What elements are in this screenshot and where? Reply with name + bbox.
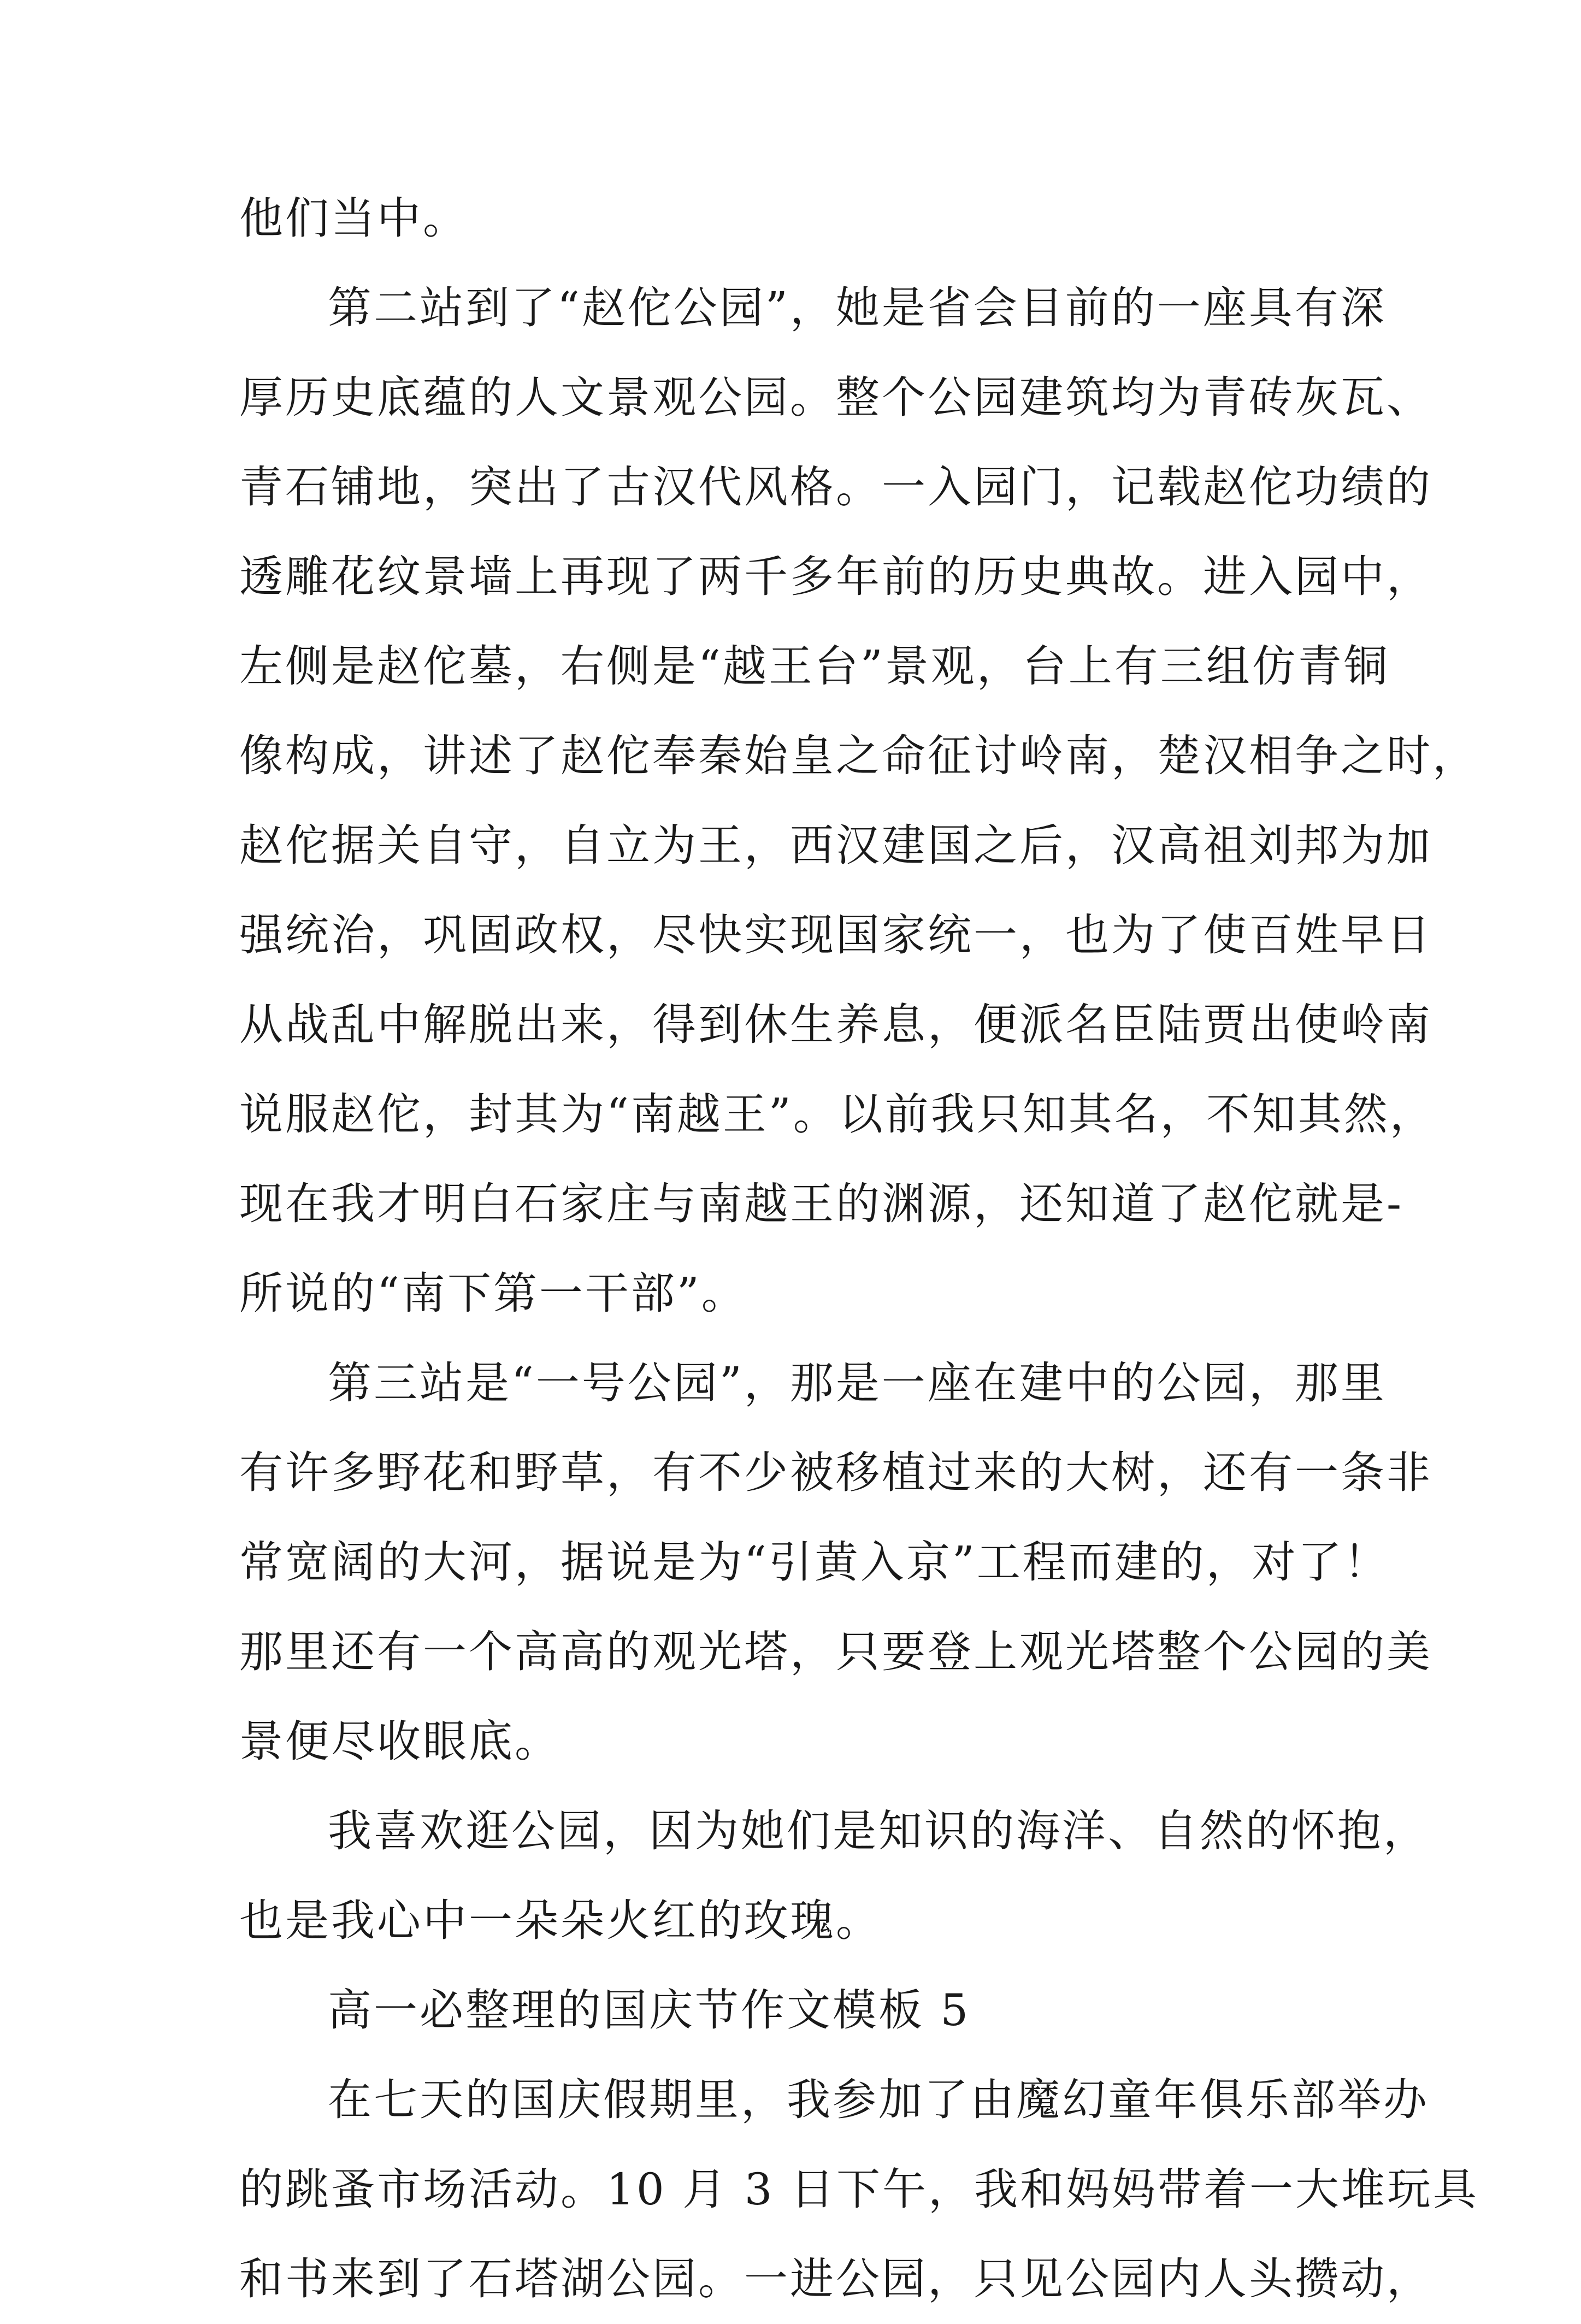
text-line: 强统治，巩固政权，尽快实现国家统一，也为了使百姓早日 [239,910,1432,960]
paragraph-first-line: 第三站是“一号公园”，那是一座在建中的公园，那里 [328,1358,1387,1408]
text-line: 厚历史底蕴的人文景观公园。整个公园建筑均为青砖灰瓦、 [239,372,1432,423]
text-line: 从战乱中解脱出来，得到休生养息，便派名臣陆贾出使岭南 [239,999,1432,1050]
text-line: 有许多野花和野草，有不少被移植过来的大树，还有一条非 [239,1447,1432,1498]
text-line: 所说的“南下第一干部”。 [239,1268,747,1319]
body-text [239,174,1479,2324]
section-heading: 高一必整理的国庆节作文模板 5 [328,1985,971,2036]
text-line: 像构成，讲述了赵佗奉秦始皇之命征讨岭南，楚汉相争之时， [239,730,1478,781]
text-line: 和书来到了石塔湖公园。一进公园，只见公园内人头攒动， [239,2254,1432,2304]
text-line: 左侧是赵佗墓，右侧是“越王台”景观，台上有三组仿青铜 [239,641,1390,692]
paragraph-first-line: 在七天的国庆假期里，我参加了由魔幻童年俱乐部举办 [328,2074,1429,2125]
text-line: 现在我才明白石家庄与南越王的渊源，还知道了赵佗就是- [239,1178,1404,1229]
text-line: 赵佗据关自守，自立为王，西汉建国之后，汉高祖刘邦为加 [239,820,1432,871]
paragraph-first-line: 我喜欢逛公园，因为她们是知识的海洋、自然的怀抱， [328,1806,1429,1856]
text-line: 透雕花纹景墙上再现了两千多年前的历史典故。进入园中， [239,551,1432,602]
paragraph-first-line: 第二站到了“赵佗公园”，她是省会目前的一座具有深 [328,282,1387,333]
text-line: 常宽阔的大河，据说是为“引黄入京”工程而建的，对了！ [239,1537,1390,1588]
text-line: 他们当中。 [239,193,469,244]
text-line: 也是我心中一朵朵火红的玫瑰。 [239,1895,882,1946]
text-line: 的跳蚤市场活动。10 月 3 日下午，我和妈妈带着一大堆玩具 [239,2164,1479,2215]
text-line: 景便尽收眼底。 [239,1716,561,1767]
text-line: 那里还有一个高高的观光塔，只要登上观光塔整个公园的美 [239,1626,1432,1677]
text-line: 说服赵佗，封其为“南越王”。以前我只知其名，不知其然， [239,1089,1436,1140]
text-line: 青石铺地，突出了古汉代风格。一入园门，记载赵佗功绩的 [239,462,1432,512]
